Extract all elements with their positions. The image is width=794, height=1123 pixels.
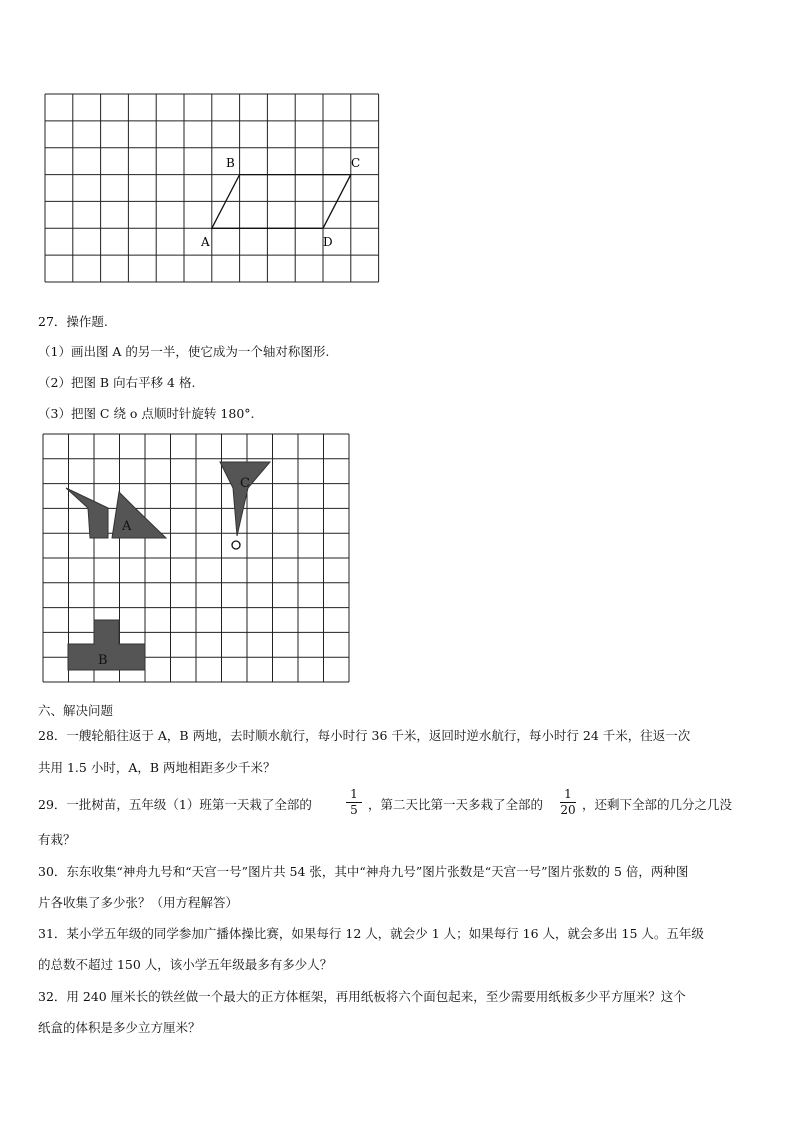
transform-grid (38, 430, 358, 692)
q29-fraction-2 (558, 788, 578, 817)
shape-a (66, 488, 166, 538)
q29-fraction-1 (344, 788, 364, 817)
q27-item-1: （1）画出图 A 的另一半，使它成为一个轴对称图形. (38, 344, 330, 359)
q29-fraction-2-numerator: 1 (564, 787, 572, 801)
q29-part-2: ，第二天比第一天多栽了全部的 (368, 797, 544, 812)
shape-c (220, 462, 270, 549)
vertex-label-c: C (351, 156, 361, 170)
shape-b (68, 620, 145, 670)
q27-title: 27．操作题. (38, 314, 108, 329)
vertex-label-b: B (226, 156, 235, 170)
q29-fraction-1-denominator: 5 (350, 803, 358, 817)
section-6-title: 六、解决问题 (38, 703, 114, 718)
q29-fraction-1-numerator: 1 (350, 787, 358, 801)
q29-line-2: 有栽？ (38, 832, 76, 847)
q29-part-1: 29．一批树苗，五年级（1）班第一天栽了全部的 (38, 797, 312, 812)
shape-label-c: C (240, 476, 250, 491)
q29-fraction-2-denominator: 20 (560, 803, 576, 817)
shape-label-b: B (98, 653, 108, 668)
q27-item-3: （3）把图 C 绕 o 点顺时针旋转 180°. (38, 406, 255, 421)
q30-line-1: 30．东东收集“神舟九号和“天宫一号”图片共 54 张，其中“神舟九号”图片张数是“天宫一号”图片张数的 5 倍，两种图 (38, 864, 689, 879)
q28-line-2: 共用 1.5 小时，A，B 两地相距多少千米？ (38, 760, 276, 775)
vertex-label-d: D (323, 235, 333, 249)
q31-line-1: 31．某小学五年级的同学参加广播体操比赛，如果每行 12 人，就会少 1 人；如果每行 16 人，就会多出 15 人。五年级 (38, 926, 704, 941)
q30-line-2: 片各收集了多少张？（用方程解答） (38, 895, 239, 910)
q27-item-2: （2）把图 B 向右平移 4 格. (38, 375, 196, 390)
vertex-label-a: A (201, 235, 210, 249)
shape-label-a: A (122, 519, 132, 534)
q32-line-2: 纸盒的体积是多少立方厘米？ (38, 1020, 201, 1035)
parallelogram-grid (40, 90, 385, 290)
q32-line-1: 32．用 240 厘米长的铁丝做一个最大的正方体框架，再用纸板将六个面包起来，至少需要用纸板多少平方厘米？这个 (38, 989, 686, 1004)
rotation-point-o (232, 541, 240, 549)
q28-line-1: 28．一艘轮船往返于 A，B 两地，去时顺水航行，每小时行 36 千米，返回时逆水航行，每小时行 24 千米，往返一次 (38, 728, 691, 743)
q29-part-3: ，还剩下全部的几分之几没 (582, 797, 733, 812)
q31-line-2: 的总数不超过 150 人，该小学五年级最多有多少人？ (38, 957, 333, 972)
